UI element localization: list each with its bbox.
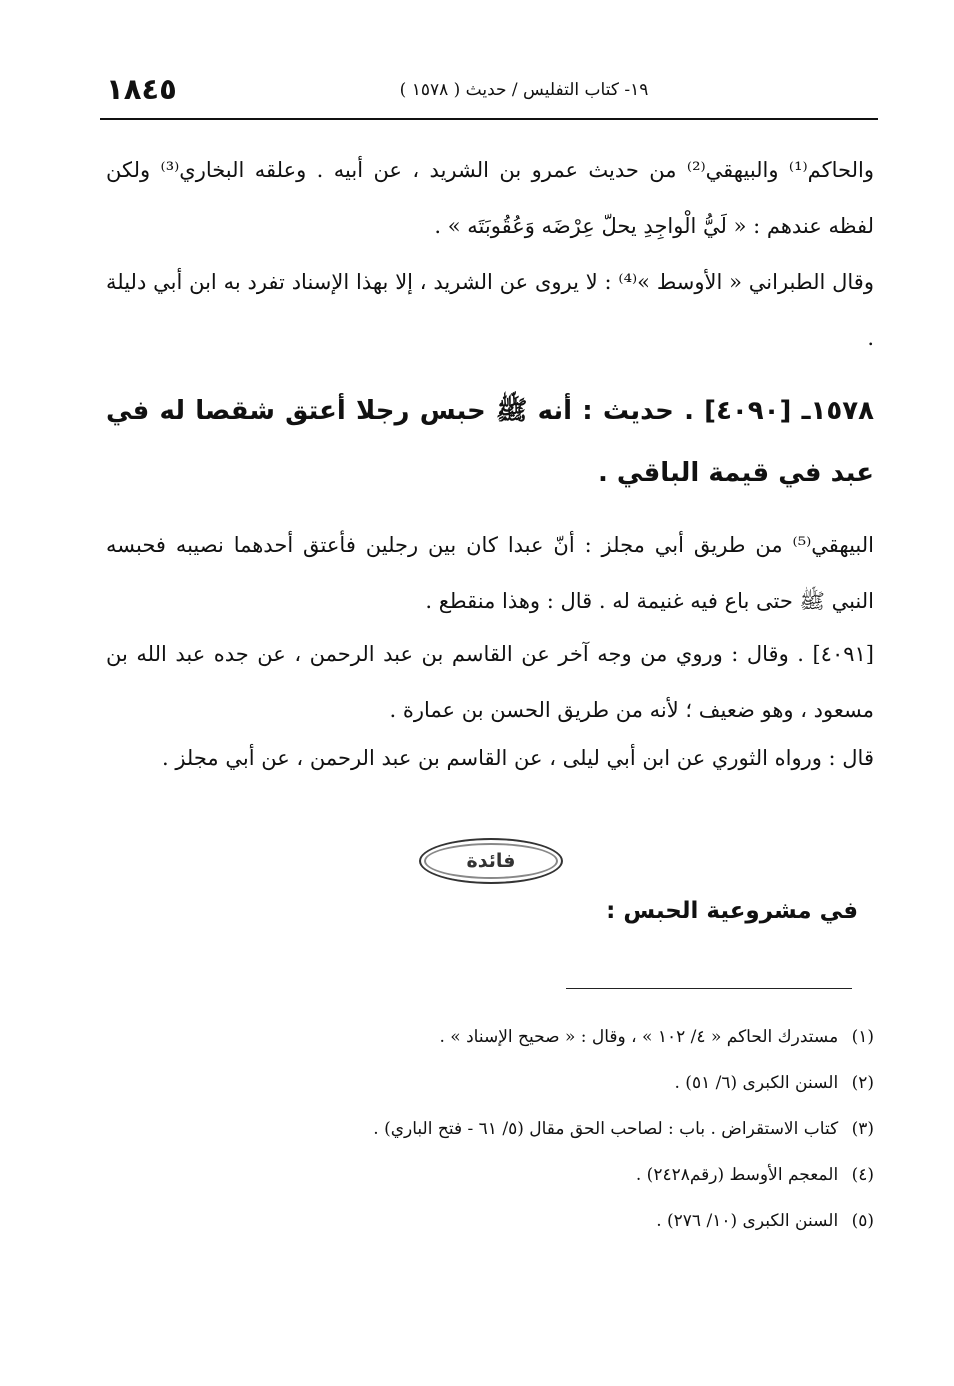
section-subheading: في مشروعية الحبس : xyxy=(606,898,858,924)
footnote-text: المعجم الأوسط (رقم٢٤٢٨) . xyxy=(635,1165,839,1185)
footnote-item xyxy=(174,1198,874,1244)
footnote-number: (٤) xyxy=(851,1165,874,1185)
fawaid-label: فائدة xyxy=(466,850,516,872)
paragraph-tabarani: وقال الطبراني « الأوسط »⁽⁴⁾ : لا يروى عن الشريد ، إلا بهذا الإسناد تفرد به ابن أبي دليلة . xyxy=(106,270,874,350)
paragraph-second-route: [٤٠٩١] . وقال : وروي من وجه آخر عن القاسم بن عبد الرحمن ، عن جده عبد الله بن مسعود ، وهو ضعيف ؛ لأنه من طريق الحسن بن عمارة . xyxy=(106,642,874,722)
paragraph-takhrij: والحاكم⁽¹⁾ والبيهقي⁽²⁾ من حديث عمرو بن الشريد ، عن أبيه . وعلقه البخاري⁽³⁾ ولكن لفظه عندهم : « لَيُّ الْواجِدِ يحلّ عِرْضَه وَعُقُوبَتَه » . xyxy=(106,158,874,238)
paragraph-bayhaqi: البيهقي⁽⁵⁾ من طريق أبي مجلز : أنّ عبدا كان بين رجلين فأعتق أحدهما نصيبه فحبسه النبي ﷺ حتى باع فيه غنيمة له . قال : وهذا منقطع . xyxy=(106,533,874,613)
footnote-number: (٣) xyxy=(851,1119,874,1139)
paragraph-thawri: قال : ورواه الثوري عن ابن أبي ليلى ، عن القاسم بن عبد الرحمن ، عن أبي مجلز . xyxy=(161,746,874,770)
footnote-text: السنن الكبرى (١٠/ ٢٧٦) . xyxy=(656,1211,839,1231)
footnote-number: (٢) xyxy=(851,1073,874,1093)
fawaid-badge xyxy=(419,838,563,884)
footnote-number: (٥) xyxy=(851,1211,874,1231)
footnote-item xyxy=(174,1014,874,1060)
footnote-text: مستدرك الحاكم « ٤/ ١٠٢ » ، وقال : « صحيح الإسناد » . xyxy=(439,1027,839,1047)
page-number: ١٨٤٥ xyxy=(106,72,177,106)
footnote-item xyxy=(174,1152,874,1198)
footnote-divider xyxy=(566,988,852,989)
footnote-text: كتاب الاستقراض . باب : لصاحب الحق مقال (٥/ ٦١ - فتح الباري) . xyxy=(373,1119,839,1139)
header-divider xyxy=(100,118,878,120)
footnote-number: (١) xyxy=(851,1027,874,1047)
footnote-text: السنن الكبرى (٦/ ٥١) . xyxy=(674,1073,839,1093)
hadith-heading: ١٥٧٨ـ [٤٠٩٠] . حديث : أنه ﷺ حبس رجلا أعتق شقصا له في عبد في قيمة الباقي . xyxy=(106,396,875,488)
footnotes-list xyxy=(174,1014,874,1244)
page-header xyxy=(100,72,878,118)
running-head: ١٩- كتاب التفليس / حديث ( ١٥٧٨ ) xyxy=(399,80,649,100)
footnote-item xyxy=(174,1060,874,1106)
footnote-item xyxy=(174,1106,874,1152)
